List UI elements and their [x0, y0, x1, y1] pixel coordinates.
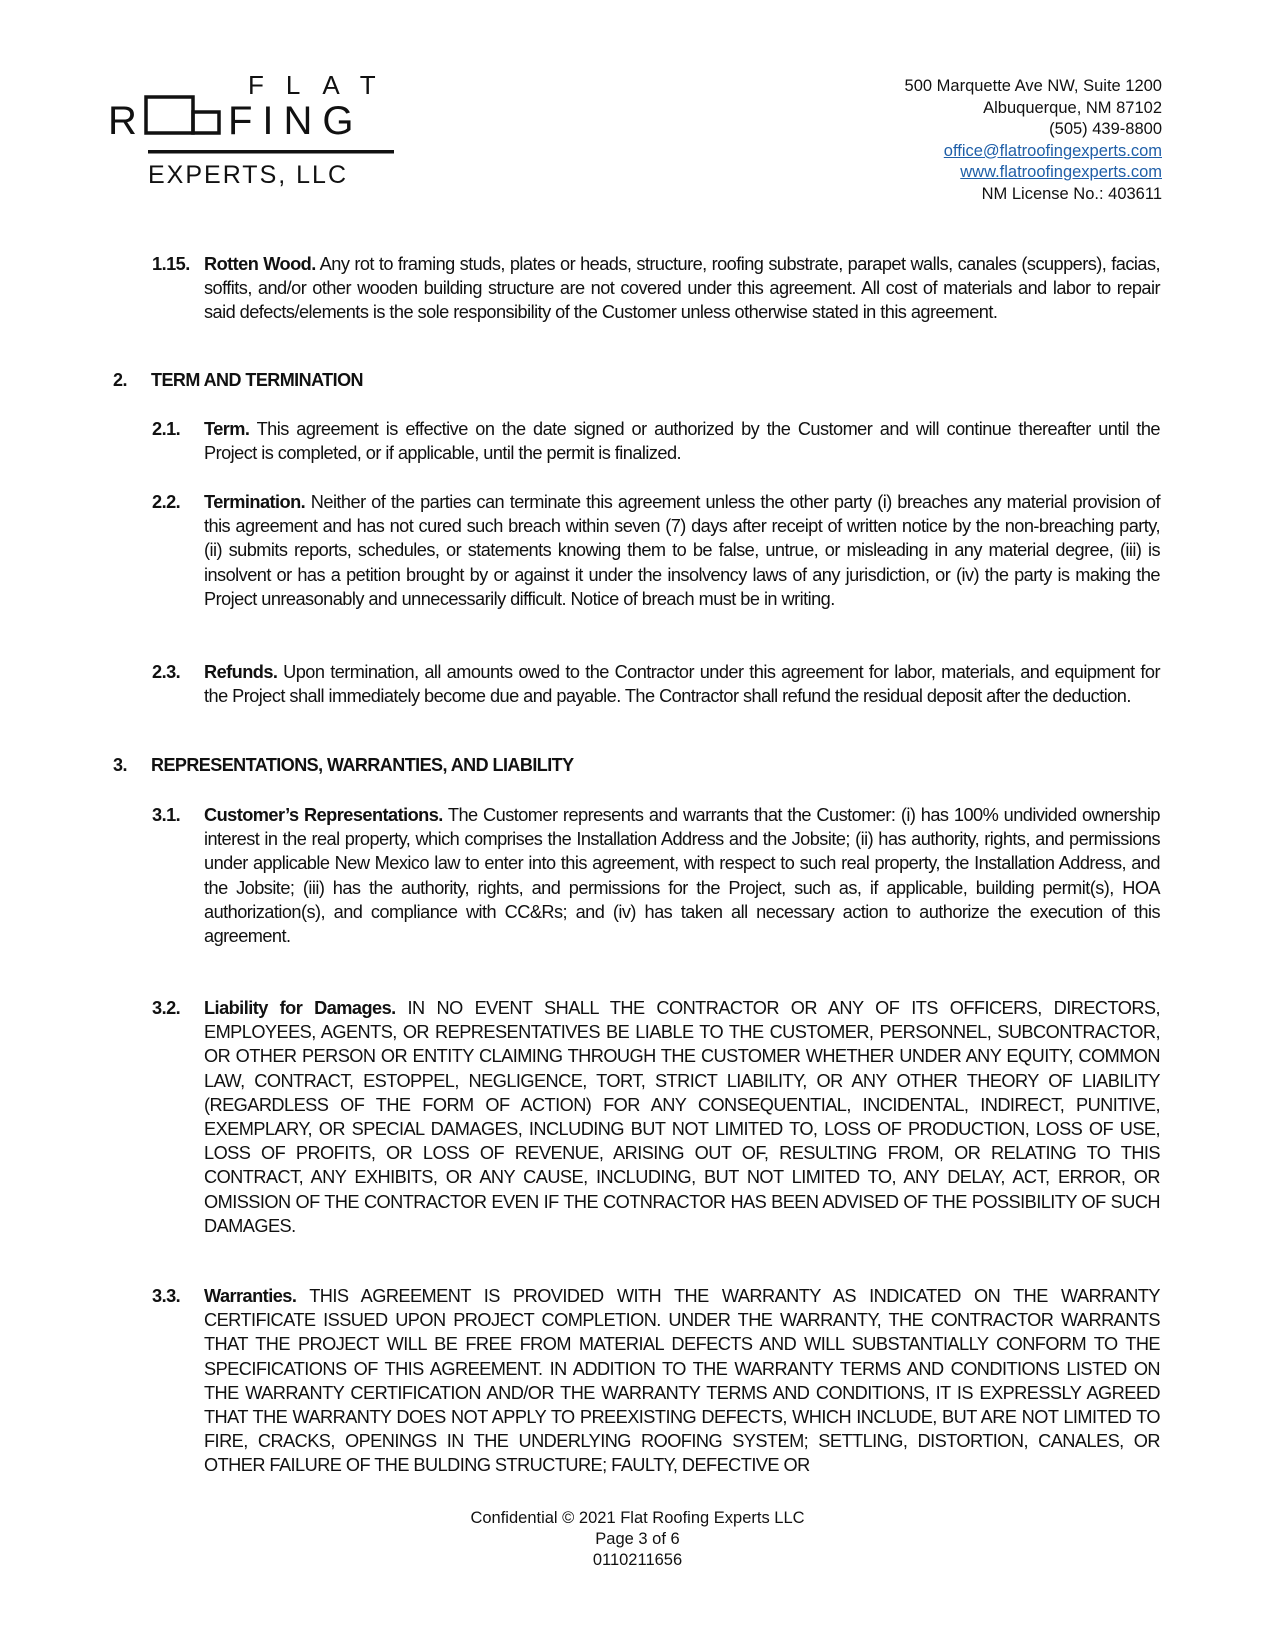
- clause-title: Warranties.: [204, 1286, 297, 1306]
- section-number: 3.: [113, 755, 127, 775]
- clause-text: Neither of the parties can terminate this agreement unless the other party (i) breaches any material provision of this agreement and has not cured such breach within seven (7) days after receipt of written notice by the non-breaching party, (ii) submits reports, schedules, or statements knowing them to be false, untrue, or misleading in any material degree, (iii) is insolvent or has a petition brought by or against it under the insolvency laws of any jurisdiction, or (iv) the party is making the Project unreasonably and unnecessarily difficult. Notice of breach must be in writing.: [204, 492, 1160, 609]
- logo-roof-square-icon: [146, 97, 193, 133]
- clause-1-15: [152, 252, 1160, 325]
- section-title: REPRESENTATIONS, WARRANTIES, AND LIABILITY: [151, 755, 574, 775]
- section-title: TERM AND TERMINATION: [151, 370, 363, 390]
- address-line-1: 500 Marquette Ave NW, Suite 1200: [904, 77, 1162, 95]
- logo-experts-text: EXPERTS, LLC: [148, 161, 349, 189]
- clause-2-2: [152, 490, 1160, 611]
- page-footer: [0, 1508, 1275, 1571]
- logo-r-text: R: [108, 99, 137, 143]
- phone-number: (505) 439-8800: [1049, 120, 1162, 138]
- clause-title: Customer’s Representations.: [204, 805, 443, 825]
- logo-fing-text: FING: [228, 99, 364, 143]
- clause-number: 3.1.: [152, 805, 181, 825]
- address-line-2: Albuquerque, NM 87102: [983, 98, 1162, 117]
- clause-3-1: [152, 803, 1160, 948]
- clause-number: 2.2.: [152, 492, 181, 512]
- clause-title: Refunds.: [204, 662, 278, 682]
- clause-title: Rotten Wood.: [204, 254, 316, 274]
- clause-text: The Customer represents and warrants that the Customer: (i) has 100% undivided ownership interest in the real property, which comprises the Installation Address and the Jobsite; (ii) has authority, rights, and permissions under applicable New Mexico law to enter into this agreement, with respect to such real property, the Installation Address, and the Jobsite; (iii) has the authority, rights, and permissions for the Project, such as, if applicable, building permit(s), HOA authorization(s), and compliance with CC&Rs; and (iv) has taken all necessary action to authorize the execution of this agreement.: [204, 805, 1160, 947]
- document-id: 0110211656: [592, 1551, 683, 1569]
- contact-block: [905, 76, 1162, 205]
- clause-title: Termination.: [204, 492, 306, 512]
- section-heading-3: [113, 755, 574, 776]
- company-logo: [108, 72, 408, 192]
- license-number: NM License No.: 403611: [981, 184, 1162, 203]
- clause-text: Upon termination, all amounts owed to the Contractor under this agreement for labor, materials, and equipment for the Project shall immediately become due and payable. The Contractor shall refund the residual deposit after the deduction.: [204, 662, 1160, 707]
- clause-2-3: [152, 660, 1160, 708]
- clause-text: THIS AGREEMENT IS PROVIDED WITH THE WARRANTY AS INDICATED ON THE WARRANTY CERTIFICATE ISSUED UPON PROJECT COMPLETION. UNDER THE WARRANTY, THE CONTRACTOR WARRANTS THAT THE PROJECT WILL BE FREE FROM MATERIAL DEFECTS AND WILL SUBSTANTIALLY CONFORM TO THE SPECIFICATIONS OF THIS AGREEMENT. IN ADDITION TO THE WARRANTY TERMS AND CONDITIONS LISTED ON THE WARRANTY CERTIFICATION AND/OR THE WARRANTY TERMS AND CONDITIONS, IT IS EXPRESSLY AGREED THAT THE WARRANTY DOES NOT APPLY TO PREEXISTING DEFECTS, WHICH INCLUDE, BUT ARE NOT LIMITED TO FIRE, CRACKS, OPENINGS IN THE UNDERLYING ROOFING SYSTEM; SETTLING, DISTORTION, CANALES, OR OTHER FAILURE OF THE BULDING STRUCTURE; FAULTY, DEFECTIVE OR: [204, 1286, 1160, 1476]
- logo-divider: [148, 150, 394, 154]
- clause-number: 2.3.: [152, 662, 181, 682]
- clause-number: 3.2.: [152, 998, 181, 1018]
- section-heading-2: [113, 370, 363, 391]
- clause-3-3: [152, 1284, 1160, 1478]
- clause-title: Liability for Damages.: [204, 998, 396, 1018]
- page-number: Page 3 of 6: [595, 1530, 680, 1548]
- logo-flat-text: FLAT: [248, 72, 398, 100]
- clause-text: IN NO EVENT SHALL THE CONTRACTOR OR ANY OF ITS OFFICERS, DIRECTORS, EMPLOYEES, AGENTS, OR REPRESENTATIVES BE LIABLE TO THE CUSTOMER, PERSONNEL, SUBCONTRACTOR, OR OTHER PERSON OR ENTITY CLAIMING THROUGH THE CUSTOMER WHETHER UNDER ANY EQUITY, COMMON LAW, CONTRACT, ESTOPPEL, NEGLIGENCE, TORT, STRICT LIABILITY, OR ANY OTHER THEORY OF LIABILITY (REGARDLESS OF THE FORM OF ACTION) FOR ANY CONSEQUENTIAL, INCIDENTAL, INDIRECT, PUNITIVE, EXEMPLARY, OR SPECIAL DAMAGES, INCLUDING BUT NOT LIMITED TO, LOSS OF PRODUCTION, LOSS OF USE, LOSS OF PROFITS, OR LOSS OF REVENUE, ARISING OUT OF, RESULTING FROM, OR RELATING TO THIS CONTRACT, ANY EXHIBITS, OR ANY CAUSE, INCLUDING, BUT NOT LIMITED TO, ANY DELAY, ACT, ERROR, OR OMISSION OF THE CONTRACTOR EVEN IF THE COTNRACTOR HAS BEEN ADVISED OF THE POSSIBILITY OF SUCH DAMAGES.: [204, 998, 1160, 1236]
- email-link[interactable]: office@flatroofingexperts.com: [943, 141, 1162, 160]
- clause-3-2: [152, 996, 1160, 1238]
- clause-title: Term.: [204, 419, 250, 439]
- section-number: 2.: [113, 370, 127, 390]
- clause-text: Any rot to framing studs, plates or heads, structure, roofing substrate, parapet walls, canales (scuppers), facias, soffits, and/or other wooden building structure are not covered under this agreement. All cost of materials and labor to repair said defects/elements is the sole responsibility of the Customer unless otherwise stated in this agreement.: [204, 254, 1160, 323]
- clause-number: 3.3.: [152, 1286, 181, 1306]
- logo-roof-step-icon: [193, 112, 219, 133]
- website-link[interactable]: www.flatroofingexperts.com: [960, 163, 1162, 181]
- clause-number: 1.15.: [152, 254, 190, 274]
- clause-2-1: [152, 417, 1160, 465]
- clause-text: This agreement is effective on the date signed or authorized by the Customer and will continue thereafter until the Project is completed, or if applicable, until the permit is finalized.: [204, 419, 1160, 464]
- logo-graphic: [108, 72, 408, 192]
- clause-number: 2.1.: [152, 419, 181, 439]
- confidential-notice: Confidential © 2021 Flat Roofing Experts LLC: [470, 1509, 805, 1527]
